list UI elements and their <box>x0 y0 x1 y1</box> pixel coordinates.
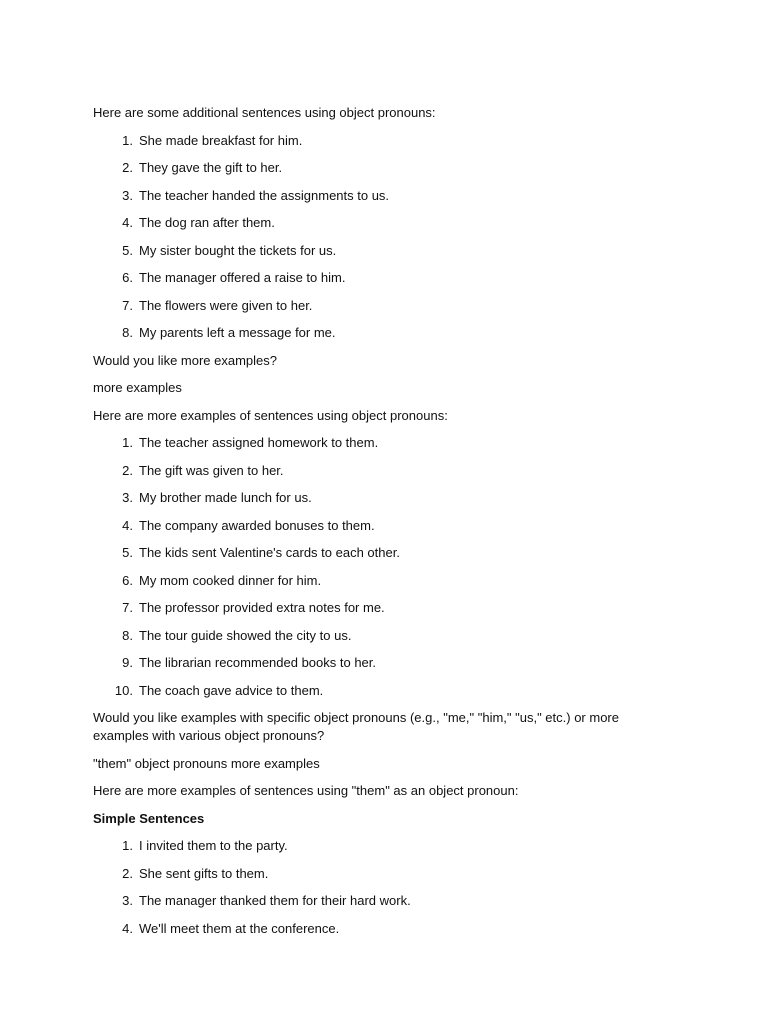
list-text: The flowers were given to her. <box>139 297 313 313</box>
document-body <box>93 104 638 947</box>
list-text: My parents left a message for me. <box>139 325 336 340</box>
intro-paragraph-2: Here are more examples of sentences using object pronouns: <box>93 407 448 423</box>
list-number: 2. <box>122 462 133 478</box>
list-number: 8. <box>122 325 133 340</box>
intro-paragraph: Here are some additional sentences using object pronouns: <box>93 105 436 120</box>
list-text: The gift was given to her. <box>139 462 284 478</box>
list-item <box>93 654 638 672</box>
list-text: I invited them to the party. <box>139 838 288 853</box>
list-item <box>93 682 638 700</box>
list-text: The dog ran after them. <box>139 215 275 230</box>
list-number: 1. <box>122 435 133 450</box>
list-number: 3. <box>122 893 133 908</box>
list-text: The professor provided extra notes for me. <box>139 600 385 615</box>
list-number: 9. <box>122 655 133 670</box>
question-paragraph: Would you like more examples? <box>93 352 278 368</box>
list-number: 10. <box>114 682 133 698</box>
list-text: My mom cooked dinner for him. <box>139 572 322 588</box>
list-item <box>93 214 638 232</box>
list-item <box>93 920 638 938</box>
list-text: The manager offered a raise to him. <box>139 270 346 285</box>
list-item <box>93 517 638 535</box>
list-text: She made breakfast for him. <box>139 132 303 148</box>
list-item <box>93 159 638 177</box>
them-pronoun-list <box>93 837 638 938</box>
section-heading: Simple Sentences <box>93 810 205 826</box>
list-item <box>93 269 638 287</box>
list-item <box>93 627 638 645</box>
list-item <box>93 462 638 480</box>
list-item <box>93 434 638 452</box>
list-number: 3. <box>122 187 133 203</box>
list-text: They gave the gift to her. <box>139 160 283 175</box>
list-item <box>93 187 638 205</box>
list-item <box>93 489 638 507</box>
list-number: 2. <box>122 865 133 881</box>
list-number: 5. <box>122 545 133 560</box>
user-prompt: more examples <box>93 380 182 395</box>
question-paragraph-2: Would you like examples with specific object pronouns (e.g., "me," "him," "us," etc.) or more examples with various object pronouns? <box>93 710 619 743</box>
list-item <box>93 297 638 315</box>
list-text: The manager thanked them for their hard work. <box>139 893 411 908</box>
list-text: We'll meet them at the conference. <box>139 920 340 936</box>
list-item <box>93 324 638 342</box>
user-prompt-2: "them" object pronouns more examples <box>93 755 320 771</box>
list-text: The kids sent Valentine's cards to each other. <box>139 545 400 560</box>
list-number: 3. <box>122 490 133 505</box>
list-text: The teacher assigned homework to them. <box>139 435 379 450</box>
list-text: My brother made lunch for us. <box>139 490 312 505</box>
object-pronoun-list-1 <box>93 132 638 343</box>
list-text: The librarian recommended books to her. <box>139 655 377 670</box>
list-item <box>93 837 638 855</box>
list-item <box>93 544 638 562</box>
list-item <box>93 865 638 883</box>
list-text: The coach gave advice to them. <box>139 682 324 698</box>
list-number: 7. <box>122 297 133 313</box>
list-number: 6. <box>122 270 133 285</box>
list-number: 2. <box>122 160 133 175</box>
object-pronoun-list-2 <box>93 434 638 700</box>
list-text: She sent gifts to them. <box>139 865 269 881</box>
list-number: 4. <box>122 920 133 936</box>
list-number: 8. <box>122 627 133 643</box>
list-item <box>93 572 638 590</box>
list-number: 4. <box>122 215 133 230</box>
list-number: 6. <box>122 572 133 588</box>
intro-paragraph-3: Here are more examples of sentences using "them" as an object pronoun: <box>93 783 519 798</box>
list-item <box>93 892 638 910</box>
list-number: 5. <box>122 242 133 258</box>
list-number: 4. <box>122 517 133 533</box>
list-number: 1. <box>122 838 133 853</box>
list-text: My sister bought the tickets for us. <box>139 242 337 258</box>
list-text: The tour guide showed the city to us. <box>139 627 352 643</box>
list-text: The company awarded bonuses to them. <box>139 517 375 533</box>
list-number: 1. <box>122 132 133 148</box>
list-text: The teacher handed the assignments to us. <box>139 187 390 203</box>
list-item <box>93 599 638 617</box>
list-item <box>93 132 638 150</box>
list-number: 7. <box>122 600 133 615</box>
list-item <box>93 242 638 260</box>
